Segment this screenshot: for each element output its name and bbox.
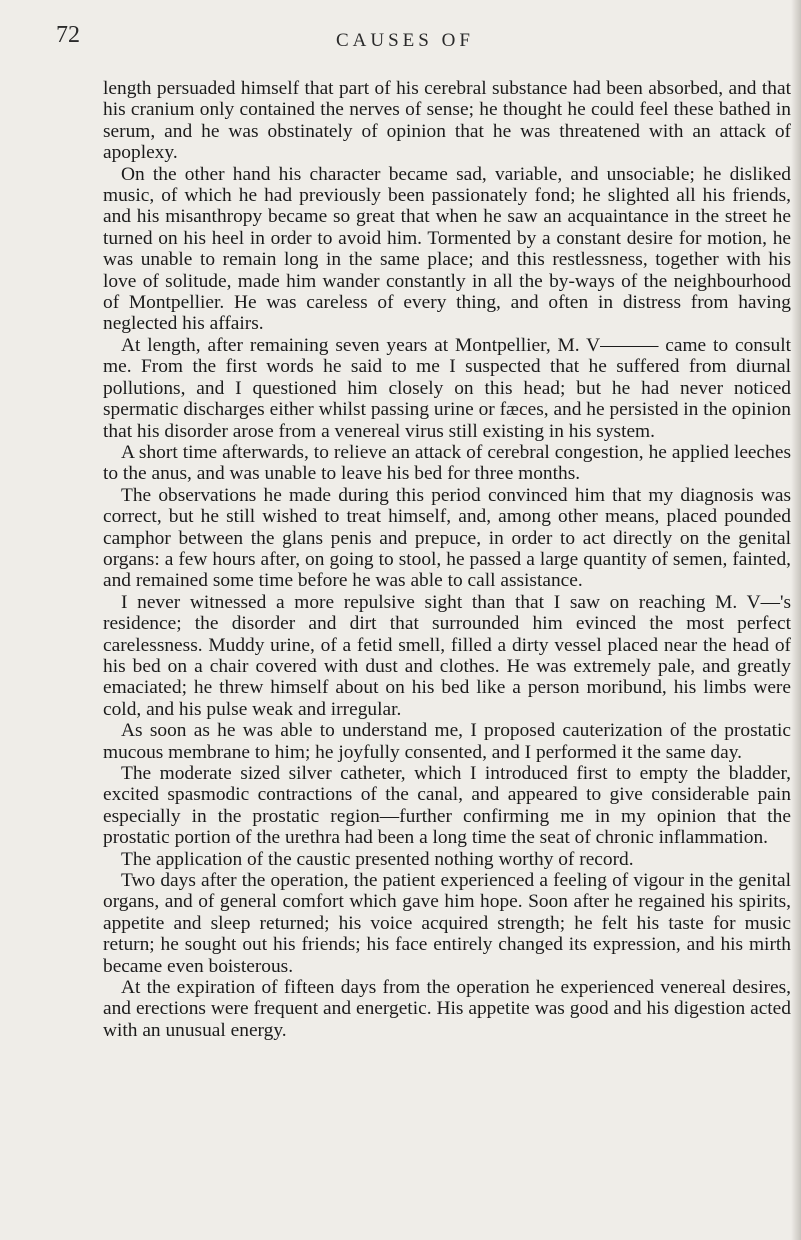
paragraph-7: As soon as he was able to understand me, I proposed cauterization of the prostatic mucous membrane to him; he joyfully consented, and I performed it the same day. [103, 720, 791, 763]
running-head: CAUSES OF [336, 30, 474, 51]
paragraph-5: The observations he made during this period convinced him that my diagnosis was correct, but he still wished to treat himself, and, among other means, placed pounded camphor between the glans penis and prepuce, in order to act directly on the genital organs: a few hours after, on going to stool, he passed a large quantity of semen, fainted, and remained some time before he was able to call assistance. [103, 484, 791, 592]
paragraph-10: Two days after the operation, the patient experienced a feeling of vigour in the genital organs, and of general comfort which gave him hope. Soon after he regained his spirits, appetite and sleep returned; his voice acquired strength; he felt his taste for music return; he sought out his friends; his face entirely changed its expression, and his mirth became even boisterous. [103, 870, 791, 977]
paragraph-2: On the other hand his character became sad, variable, and unsociable; he disliked music, of which he had previously been passionately fond; he slighted all his friends, and his misanthropy became so great that when he saw an acquaintance in the street he turned on his heel in order to avoid him. Tormented by a constant desire for motion, he was unable to remain long in the same place; and this restlessness, together with his love of solitude, made him wander constantly in all the by-ways of the neighbourhood of Montpellier. He was careless of every thing, and often in distress from having neglected his affairs. [103, 163, 791, 335]
paragraph-8: The moderate sized silver catheter, which I introduced first to empty the bladder, excited spasmodic contractions of the canal, and appeared to give considerable pain especially in the prostatic region—further confirming me in my opinion that the prostatic portion of the urethra had been a long time the seat of chronic inflammation. [103, 763, 791, 849]
paragraph-11: At the expiration of fifteen days from the operation he experienced venereal desires, and erections were frequent and energetic. His appetite was good and his digestion acted with an unusual energy. [103, 977, 791, 1041]
paragraph-4: A short time afterwards, to relieve an attack of cerebral congestion, he applied leeches to the anus, and was unable to leave his bed for three months. [103, 441, 791, 485]
page-number: 72 [56, 22, 80, 48]
paragraph-9: The application of the caustic presented nothing worthy of record. [121, 848, 634, 870]
paragraph-1: length persuaded himself that part of his cerebral substance had been absorbed, and that his cranium only contained the nerves of sense; he thought he could feel these bathed in serum, and he was obstinately of opinion that he was threatened with an attack of apoplexy. [103, 78, 791, 164]
page-edge-shadow [791, 0, 801, 1240]
paragraph-3: At length, after remaining seven years at Montpellier, M. V——— came to consult me. From the first words he said to me I suspected that he suffered from diurnal pollutions, and I questioned him closely on this head; but he had never noticed spermatic discharges either whilst passing urine or fæces, and he persisted in the opinion that his disorder arose from a venereal virus still existing in his system. [103, 334, 791, 442]
paragraph-6: I never witnessed a more repulsive sight than that I saw on reaching M. V—'s residence; the disorder and dirt that surrounded him evinced the most perfect carelessness. Muddy urine, of a fetid smell, filled a dirty vessel placed near the head of his bed on a chair covered with dust and clothes. He was extremely pale, and greatly emaciated; he threw himself about on his bed like a person moribund, his limbs were cold, and his pulse weak and irregular. [103, 591, 791, 720]
body-text [103, 78, 791, 1041]
